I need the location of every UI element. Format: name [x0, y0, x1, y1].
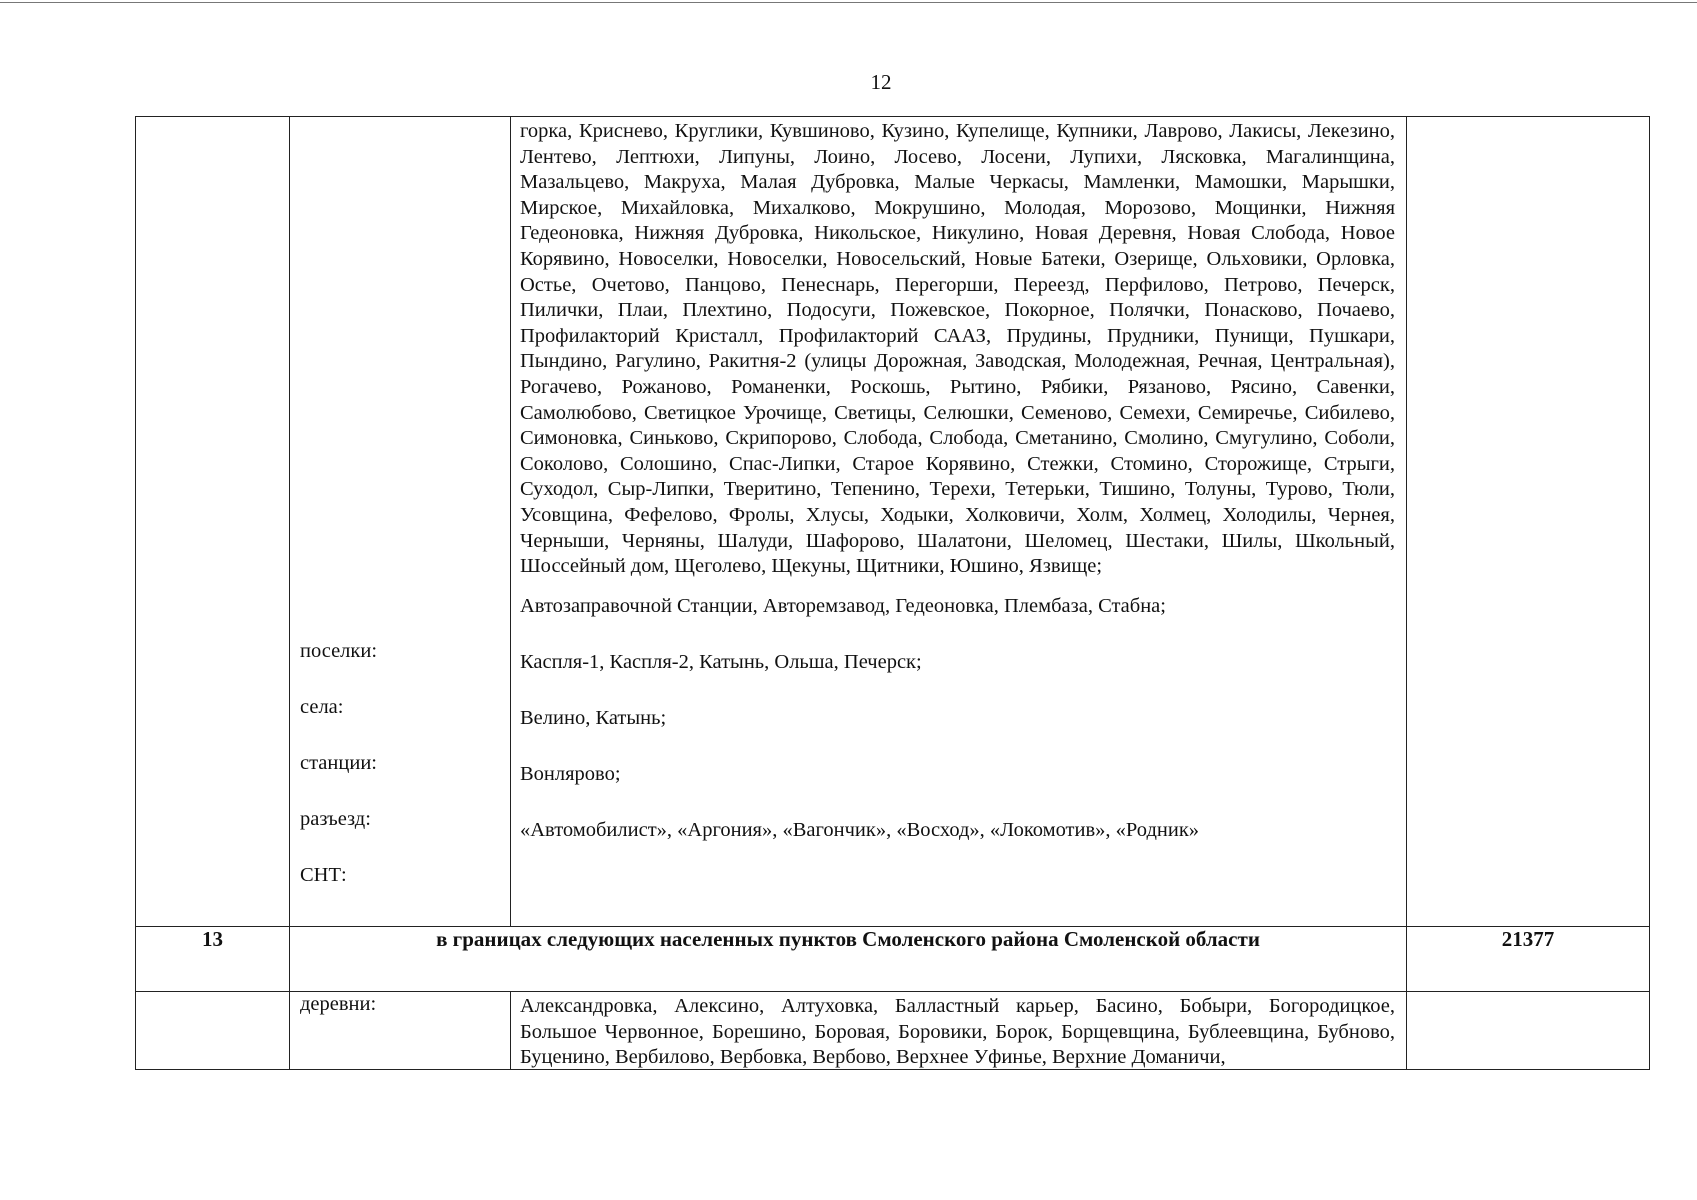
category-label-sela: села:	[300, 696, 344, 718]
settlements-cell-2	[511, 992, 1407, 1070]
section-amount: 21377	[1407, 927, 1650, 992]
top-border-line	[0, 2, 1697, 3]
continuation-row	[136, 117, 1650, 927]
settlements-content	[511, 117, 1406, 926]
category-label-poselki: поселки:	[300, 640, 378, 662]
villages-list: Александровка, Алексино, Алтуховка, Балластный карьер, Басино, Бобыри, Богородицкое, Большое Червонное, Борешино, Боровая, Боровики, Борок, Борщевщина, Бублеевщина, Бубново, Буценино, Вербилово, Вербовка, Вербово, Верхнее Уфинье, Верхние Доманичи,	[520, 995, 1395, 1069]
category-label-razezd: разъезд:	[300, 808, 371, 830]
category-value-sela: Каспля-1, Каспля-2, Катынь, Ольша, Печерск;	[520, 650, 922, 673]
amount-cell-empty-2	[1407, 992, 1650, 1070]
category-label-derevni: деревни:	[300, 993, 377, 1015]
category-label-cell-2	[290, 992, 511, 1070]
page-number: 12	[870, 70, 892, 94]
category-label-stantsii: станции:	[300, 752, 377, 774]
amount-cell-empty	[1407, 117, 1650, 927]
settlements-cell	[511, 117, 1407, 927]
category-value-snt: «Автомобилист», «Аргония», «Вагончик», «Восход», «Локомотив», «Родник»	[520, 818, 1200, 841]
category-value-stantsii: Велино, Катынь;	[520, 706, 667, 729]
category-label-snt: СНТ:	[300, 864, 347, 886]
category-label-cell	[290, 117, 511, 927]
category-value-razezd: Вонлярово;	[520, 762, 621, 785]
settlements-table	[135, 116, 1650, 1070]
category-value-poselki: Автозаправочной Станции, Авторемзавод, Гедеоновка, Плембаза, Стабна;	[520, 594, 1166, 617]
number-cell-empty-2	[136, 992, 290, 1070]
number-cell-empty	[136, 117, 290, 927]
section-header-row	[136, 927, 1650, 992]
villages-row	[136, 992, 1650, 1070]
section-heading: в границах следующих населенных пунктов Смоленского района Смоленской области	[290, 927, 1407, 992]
section-number: 13	[136, 927, 290, 992]
villages-list-continued: горка, Криснево, Круглики, Кувшиново, Кузино, Купелище, Купники, Лаврово, Лакисы, Лекезино, Лентево, Лептюхи, Липуны, Лоино, Лосево, Лосени, Лупихи, Лясковка, Магалинщина, Мазальцево, Макруха, Малая Дубровка, Малые Черкасы, Мамленки, Мамошки, Марышки, Мирское, Михайловка, Михалково, Мокрушино, Молодая, Морозово, Мощинки, Нижняя Гедеоновка, Нижняя Дубровка, Никольское, Никулино, Новая Деревня, Новая Слобода, Новое Корявино, Новоселки, Новоселки, Новосельский, Новые Батеки, Озерище, Ольховики, Орловка, Остье, Очетово, Панцово, Пенеснарь, Перегорши, Переезд, Перфилово, Петрово, Печерск, Пилички, Плаи, Плехтино, Подосуги, Пожевское, Покорное, Полячки, Понасково, Почаево, Профилакторий Кристалл, Профилакторий СААЗ, Прудины, Прудники, Пунищи, Пушкари, Пындино, Рагулино, Ракитня-2 (улицы Дорожная, Заводская, Молодежная, Речная, Центральная), Рогачево, Рожаново, Романенки, Роскошь, Рытино, Рябики, Рязаново, Рясино, Савенки, Самолюбово, Светицкое Урочище, Светицы, Селюшки, Семеново, Семехи, Семиречье, Сибилево, Симоновка, Синьково, Скрипорово, Слобода, Слобода, Сметанино, Смолино, Смугулино, Соболи, Соколово, Солошино, Спас-Липки, Старое Корявино, Стежки, Стомино, Сторожище, Стрыги, Суходол, Сыр-Липки, Тверитино, Тепенино, Терехи, Тетерьки, Тишино, Толуны, Турово, Тюли, Усовщина, Фефелово, Фролы, Хлусы, Ходыки, Холковичи, Холм, Холмец, Холодилы, Чернея, Черныши, Черняны, Шалуди, Шафорово, Шалатони, Шеломец, Шестаки, Шилы, Школьный, Шоссейный дом, Щеголево, Щекуны, Щитники, Юшино, Язвище;	[520, 120, 1395, 578]
